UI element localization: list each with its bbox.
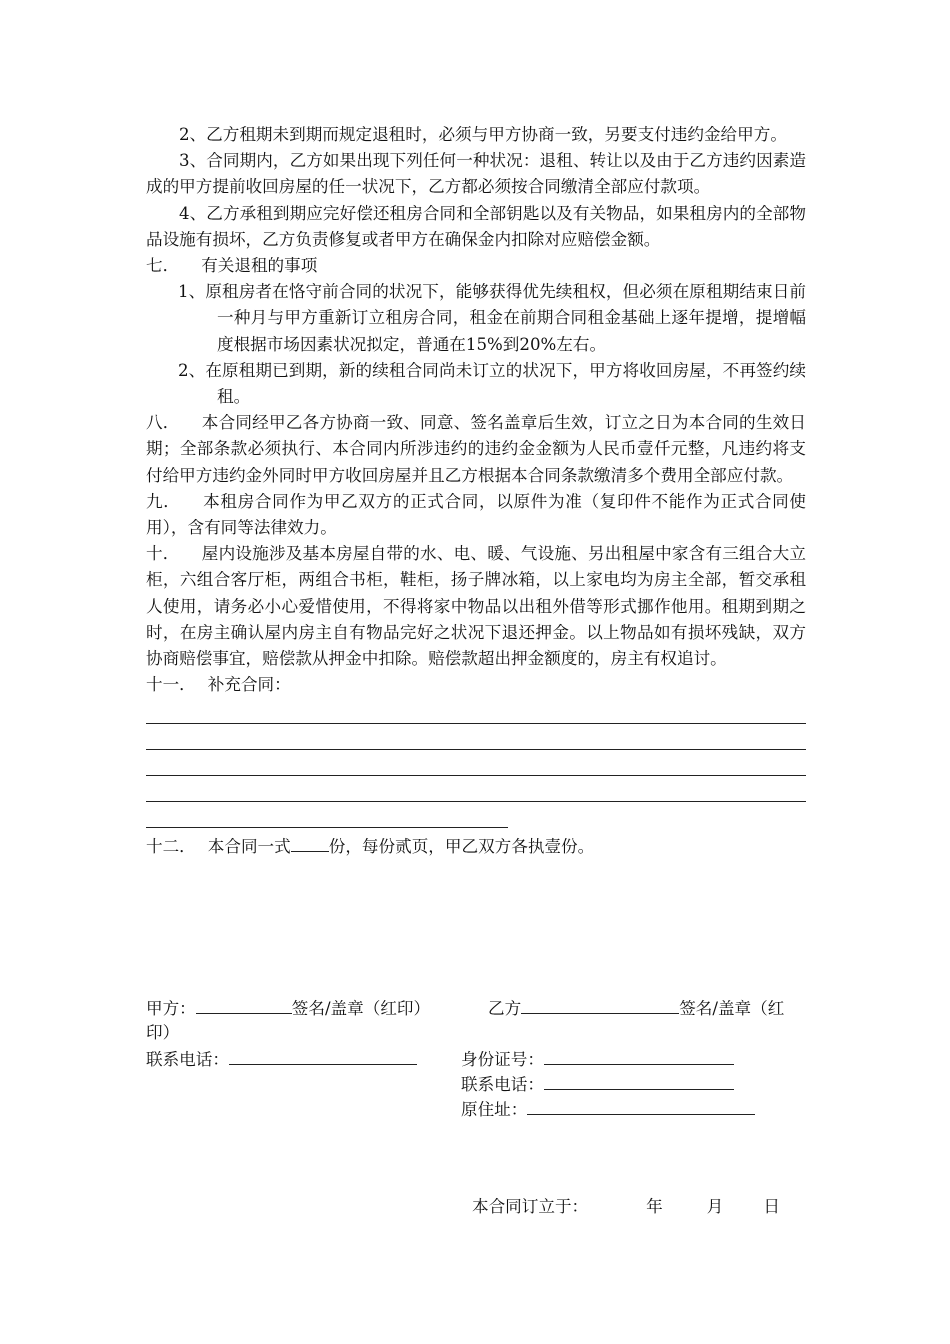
section-8-text: 本合同经甲乙各方协商一致、同意、签名盖章后生效，订立之日为本合同的生效日期；全部条款必须执行、本合同内所涉违约的违约金金额为人民币壹仟元整，凡违约将支付给甲方违约金外同时甲方收回房屋并且乙方根据本合同条款缴清多个费用全部应付款。 — [146, 413, 807, 485]
contract-body — [146, 122, 806, 861]
copies-blank[interactable] — [291, 834, 329, 852]
section-7-number: 七． — [146, 256, 180, 276]
section-7-item-2: 2、在原租期已到期，新的续租合同尚未订立的状况下，甲方将收回房屋，不再签约续租。 — [178, 360, 806, 407]
id-number-label: 身份证号： — [461, 1050, 544, 1069]
clause-2: 2、乙方租期未到期而规定退租时，必须与甲方协商一致，另要支付违约金给甲方。 — [179, 125, 787, 144]
supplement-line-1[interactable] — [146, 698, 806, 724]
section-10-text: 屋内设施涉及基本房屋自带的水、电、暖、气设施、另出租屋中家含有三组合大立柜，六组合客厅柜，两组合书柜，鞋柜，扬子牌冰箱，以上家电均为房主全部，暂交承租人使用，请务必小心爱惜使用，不得将家中物品以出租外借等形式挪作他用。租期到期之时，在房主确认屋内房主自有物品完好之状况下退还押金。以上物品如有损坏残缺，双方协商赔偿事宜，赔偿款从押金中扣除。赔偿款超出押金额度的，房主有权追讨。 — [146, 544, 807, 669]
section-11-title: 补充合同： — [207, 675, 291, 695]
supplement-line-5[interactable] — [146, 802, 508, 828]
section-11-number: 十一． — [146, 675, 196, 695]
address-label: 原住址： — [461, 1100, 528, 1119]
party-b-line — [488, 996, 784, 1021]
clause-4: 4、乙方承租到期应完好偿还租房合同和全部钥匙以及有关物品，如果租房内的全部物品设施有损坏，乙方负责修复或者甲方在确保金内扣除对应赔偿金额。 — [146, 203, 806, 249]
date-line — [472, 1195, 780, 1219]
date-month: 月 — [706, 1197, 724, 1216]
supplement-line-3[interactable] — [146, 750, 806, 776]
section-8-number: 八． — [146, 413, 180, 433]
phone-a-label: 联系电话： — [146, 1050, 229, 1069]
section-9 — [146, 489, 806, 541]
party-a-seal: 签名/盖章（红印） — [291, 999, 431, 1018]
section-7-title: 有关退租的事项 — [201, 256, 318, 276]
address-line — [461, 1097, 755, 1122]
date-label: 本合同订立于： — [472, 1197, 589, 1216]
section-7-item-1: 1、原租房者在恪守前合同的状况下，能够获得优先续租权，但必须在原租期结束日前一种月与甲方重新订立租房合同，租金在前期合同租金基础上逐年提增，提增幅度根据市场因素状况拟定，普通在15%到20%左右。 — [178, 282, 806, 354]
date-year: 年 — [646, 1197, 663, 1216]
section-12 — [146, 834, 806, 860]
supplement-line-4[interactable] — [146, 776, 806, 802]
supplement-line-2[interactable] — [146, 724, 806, 750]
section-7-heading — [146, 253, 806, 279]
section-10 — [146, 541, 806, 672]
party-b-seal-cont: 印） — [146, 1023, 180, 1042]
clause-3: 3、合同期内，乙方如果出现下列任何一种状况：退租、转让以及由于乙方违约因素造成的甲方提前收回房屋的任一状况下，乙方都必须按合同缴清全部应付款项。 — [146, 151, 806, 197]
phone-b-label: 联系电话： — [461, 1075, 544, 1094]
id-number-blank[interactable] — [544, 1047, 734, 1065]
phone-a-blank[interactable] — [229, 1047, 417, 1065]
section-9-text: 本租房合同作为甲乙双方的正式合同，以原件为准（复印件不能作为正式合同使用），含有同等法律效力。 — [146, 491, 807, 538]
phone-b-blank[interactable] — [544, 1072, 734, 1090]
party-a-label: 甲方： — [146, 999, 196, 1018]
section-10-number: 十． — [146, 544, 180, 564]
party-a-line — [146, 996, 430, 1021]
party-b-label: 乙方 — [488, 999, 522, 1018]
section-11-heading — [146, 672, 806, 698]
section-12-before: 本合同一式 — [207, 837, 291, 857]
party-a-blank[interactable] — [196, 996, 292, 1014]
section-12-number: 十二． — [146, 837, 196, 857]
phone-a-line — [146, 1047, 417, 1072]
section-9-number: 九． — [146, 491, 181, 511]
party-b-seal: 签名/盖章（红 — [679, 999, 785, 1018]
id-number-line — [461, 1047, 734, 1072]
section-8 — [146, 410, 806, 489]
phone-b-line — [461, 1072, 734, 1097]
section-12-after: 份，每份贰页，甲乙双方各执壹份。 — [328, 837, 595, 857]
party-b-blank[interactable] — [521, 996, 679, 1014]
date-day: 日 — [763, 1197, 780, 1216]
address-blank[interactable] — [527, 1097, 755, 1115]
